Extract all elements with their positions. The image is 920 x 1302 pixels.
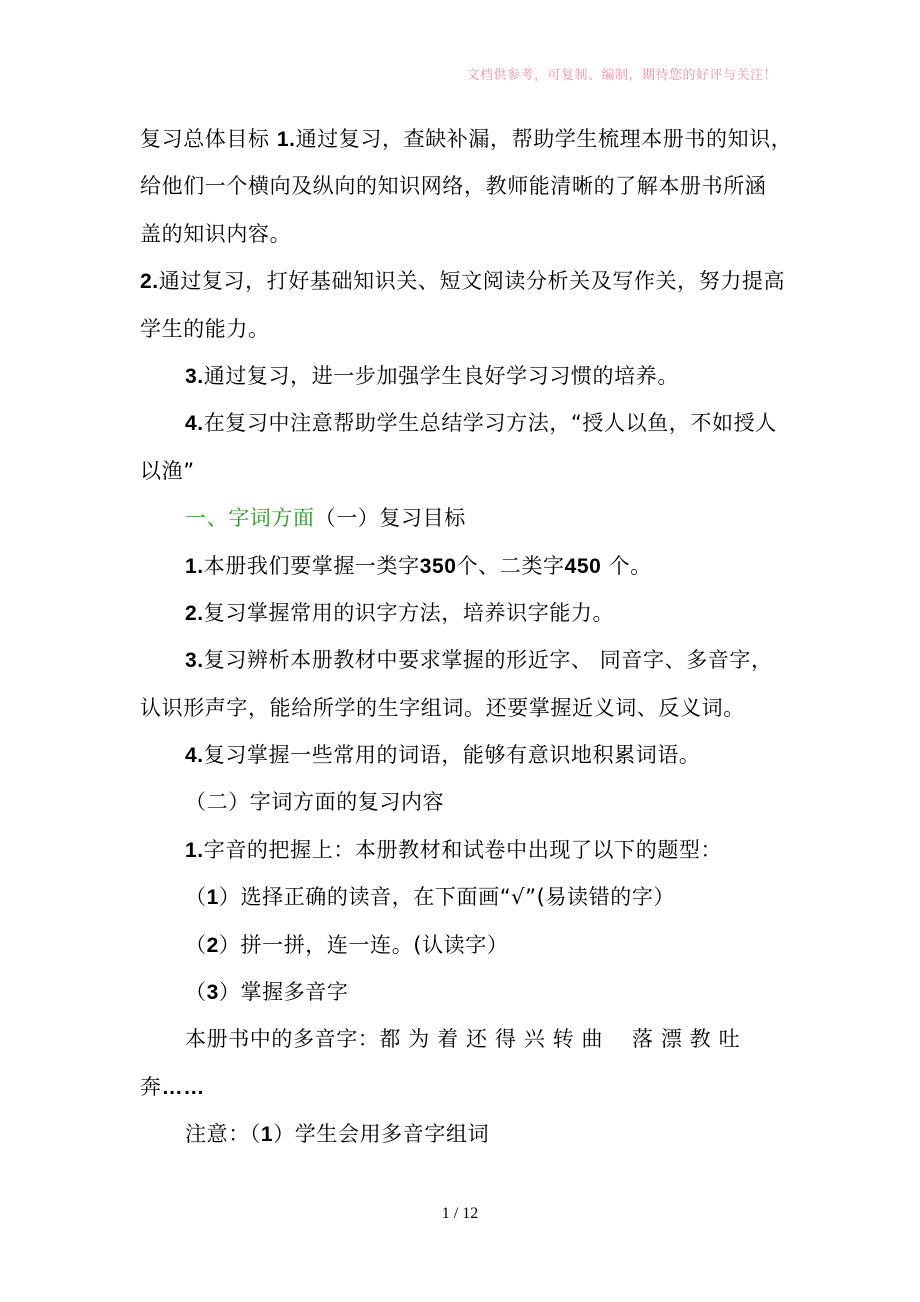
text-line: [140, 356, 780, 403]
text-line: [140, 640, 780, 687]
text-segment: 2.: [140, 270, 159, 294]
text-segment: 1.: [185, 838, 204, 862]
text-segment: 以渔”: [140, 458, 195, 483]
text-line: [140, 309, 780, 356]
text-line: [140, 166, 780, 213]
text-segment: 2: [206, 933, 219, 957]
text-segment: 2.: [185, 601, 204, 625]
text-segment: 1.: [276, 128, 296, 151]
text-segment: 本册我们要掌握一类字: [203, 553, 420, 578]
text-segment: 1.: [185, 554, 204, 578]
text-line: [140, 735, 780, 782]
text-segment: ）掌握多音字: [218, 980, 349, 1005]
text-segment: （二）字词方面的复习内容: [185, 790, 445, 815]
text-segment: 学生的能力。: [140, 316, 270, 341]
text-segment: 本册书中的多音字：都 为 着 还 得 兴 转 曲 落 漂 教 吐: [185, 1027, 741, 1052]
text-segment: 复习辨析本册教材中要求掌握的形近字、 同音字、多音字，: [203, 648, 773, 673]
text-line: [140, 261, 786, 308]
text-segment: 复习掌握一些常用的词语，能够有意识地积累词语。: [203, 743, 701, 768]
header-note: 文档供参考，可复制、编制，期待您的好评与关注！: [466, 68, 777, 83]
text-segment: 4.: [185, 412, 204, 436]
text-segment: 字音的把握上：本册教材和试卷中出现了以下的题型：: [203, 837, 723, 862]
text-segment: （: [185, 885, 207, 910]
text-line: [140, 782, 780, 829]
text-line: [140, 1019, 780, 1066]
text-segment: 认识形声字，能给所学的生字组词。还要掌握近义词、反义词。: [140, 695, 745, 720]
text-segment: 4.: [185, 744, 204, 768]
text-segment: ）学生会用多音字组词: [273, 1122, 490, 1147]
text-segment: ……: [161, 1075, 205, 1099]
text-segment: ）拼一拼，连一连。(认读字）: [218, 932, 509, 957]
text-line: [140, 925, 780, 972]
text-line: [140, 498, 780, 545]
text-segment: 450: [564, 554, 602, 578]
text-segment: 奔: [140, 1074, 162, 1099]
text-segment: 盖的知识内容。: [140, 221, 292, 246]
text-line: [140, 830, 780, 877]
text-segment: 通过复习，打好基础知识关、短文阅读分析关及写作关，努力提高: [158, 269, 786, 294]
text-line: [140, 546, 780, 593]
text-segment: 通过复习，进一步加强学生良好学习习惯的培养。: [203, 363, 679, 388]
text-segment: ）选择正确的读音，在下面画“√”(易读错的字）: [218, 885, 676, 910]
text-line: [140, 1067, 780, 1114]
text-line: [140, 119, 793, 166]
text-segment: 350: [419, 554, 457, 578]
text-segment: 1: [260, 1123, 274, 1147]
text-segment: （: [185, 980, 207, 1005]
text-segment: 通过复习，查缺补漏，帮助学生梳理本册书的知识，: [295, 127, 793, 151]
text-line: [140, 972, 780, 1019]
text-segment: 复习掌握常用的识字方法，培养识字能力。: [203, 600, 615, 625]
text-segment: （一）复习目标: [314, 506, 466, 531]
text-segment: 3.: [185, 649, 204, 673]
text-segment: 3.: [185, 364, 204, 388]
text-segment: （: [185, 932, 207, 957]
page-number: 1 / 12: [441, 1205, 479, 1222]
text-segment: 注意：（: [185, 1122, 261, 1147]
text-segment: 在复习中注意帮助学生总结学习方法，“授人以鱼，不如授人: [203, 411, 777, 436]
text-line: [140, 877, 780, 924]
text-segment: 给他们一个横向及纵向的知识网络，教师能清晰的了解本册书所涵: [140, 174, 767, 199]
text-line: [140, 593, 780, 640]
text-line: [140, 451, 780, 498]
section-heading: 一、字词方面: [185, 506, 315, 531]
text-segment: 3: [206, 981, 219, 1005]
text-line: [140, 1114, 780, 1161]
text-segment: 个。: [601, 553, 652, 578]
text-segment: 复习总体目标: [140, 127, 277, 151]
text-segment: 个、二类字: [456, 553, 565, 578]
text-line: [140, 403, 780, 450]
document-body: [140, 119, 793, 1162]
text-line: [140, 214, 780, 261]
text-line: [140, 688, 780, 735]
text-segment: 1: [206, 886, 219, 910]
